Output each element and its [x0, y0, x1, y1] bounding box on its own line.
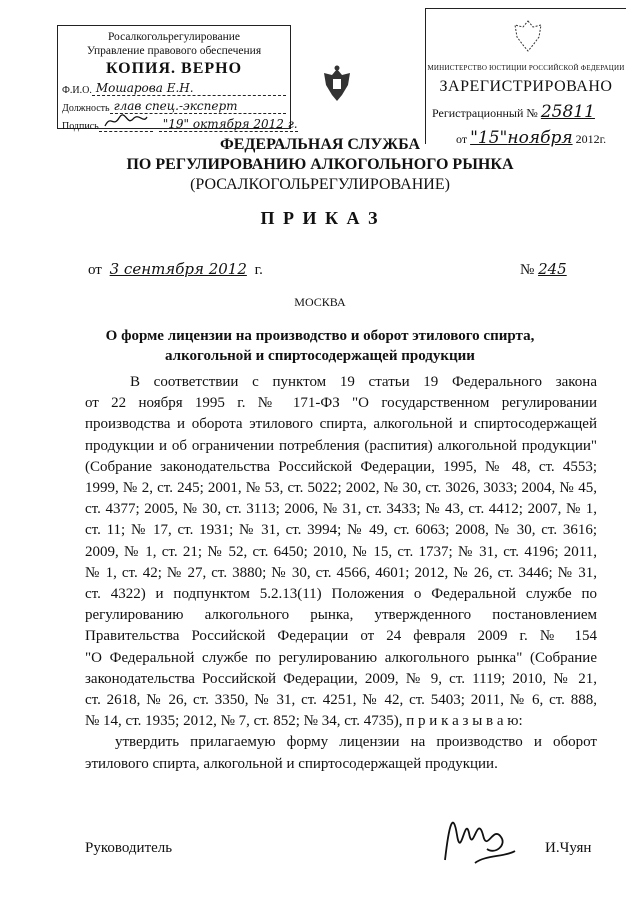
body-line: ст. 11; № 17, ст. 1931; № 31, ст. 3994; № 49, ст. 6063; 2008, № 30, ст. 3616;: [85, 522, 597, 539]
order-date-suffix: г.: [254, 262, 263, 278]
order-date: [88, 260, 263, 279]
agency-name-line1: ФЕДЕРАЛЬНАЯ СЛУЖБА: [220, 136, 420, 153]
order-date-value: 3 сентября 2012: [109, 260, 247, 278]
stamp-org: Росалкогольрегулирование: [107, 31, 241, 43]
coat-of-arms-emblem: [320, 65, 354, 105]
stamp-emblem-icon: [511, 17, 545, 55]
body-line: "О Федеральной службе по регулированию алкогольного рынка" (Собрание: [85, 649, 597, 666]
body-line: продукции и об ограничении потребления (распития) алкогольной продукции": [85, 437, 597, 454]
signature-label: Подпись: [62, 121, 99, 132]
body-line: этилового спирта, алкогольной и спиртосодержащей продукции.: [85, 755, 498, 772]
director-signature: [435, 805, 525, 870]
position-value: глав спец.-эксперт: [110, 99, 286, 114]
reg-label: Регистрационный №: [432, 106, 538, 120]
stamp-department: Управление правового обеспечения: [86, 45, 262, 57]
reg-number: 25811: [540, 102, 595, 122]
ministry-name: МИНИСТЕРСТВО ЮСТИЦИИ РОССИЙСКОЙ ФЕДЕРАЦИИ: [427, 64, 625, 72]
name-label: Ф.И.О.: [62, 85, 92, 96]
copy-date: "19" октября 2012 г.: [159, 117, 298, 132]
body-line: В соответствии с пунктом 19 статьи 19 Федерального закона: [130, 374, 597, 390]
city: МОСКВА: [294, 295, 346, 309]
reg-date-month: ноября: [507, 128, 573, 148]
body-line: утвердить прилагаемую форму лицензии на производство и оборот: [115, 734, 597, 751]
body-line: № 1, ст. 42; № 27, ст. 3880; № 30, ст. 4566, 4601; 2012, № 26, ст. 3446; № 31,: [85, 564, 597, 581]
signatory-position: Руководитель: [85, 840, 173, 856]
body-line: № 14, ст. 1935; 2012, № 7, ст. 852; № 34, ст. 4735), п р и к а з ы в а ю:: [85, 713, 523, 730]
order-number-label: №: [520, 262, 535, 278]
body-line: Правительства Российской Федерации от 24 февраля 2009 г. № 154: [85, 628, 597, 645]
body-line: производства и оборота этилового спирта, алкогольной и спиртосодержащей: [85, 416, 597, 433]
body-line: 1999, № 2, ст. 245; 2001, № 53, ст. 5022; 2002, № 30, ст. 3026, 3033; 2004, № 45,: [85, 480, 597, 496]
body-line: ст. 2618, № 26, ст. 3350, № 31, ст. 4251, № 42, ст. 5403; 2011, № 6, ст. 888,: [85, 692, 597, 708]
order-title-line1: О форме лицензии на производство и оборот этилового спирта,: [105, 328, 535, 344]
body-line: ст. 4377; 2005, № 30, ст. 3113; 2006, № 31, ст. 3433; № 43, ст. 4412; 2007, № 1,: [85, 501, 597, 518]
agency-short-name: (РОСАЛКОГОЛЬРЕГУЛИРОВАНИЕ): [190, 176, 450, 193]
order-number-value: 245: [538, 260, 567, 278]
signatory-name: И.Чуян: [545, 840, 592, 856]
registration-stamp: [425, 8, 626, 148]
reg-date-year: 2012г.: [575, 132, 607, 146]
document-type: П Р И К А З: [260, 208, 380, 228]
name-value: Мошарова Е.Н.: [92, 81, 286, 96]
registered-title: ЗАРЕГИСТРИРОВАНО: [439, 78, 613, 95]
reg-date-prefix: от: [456, 132, 468, 146]
copy-certified-stamp: [57, 25, 298, 132]
signature-scribble: [99, 114, 153, 132]
body-line: ст. 4322) и подпунктом 5.2.13(11) Положения о Федеральной службе по: [85, 586, 597, 602]
order-date-prefix: от: [88, 262, 102, 278]
position-label: Должность: [62, 103, 110, 114]
order-number: [520, 260, 588, 279]
body-line: от 22 ноября 1995 г. № 171-ФЗ "О государственном регулировании: [85, 395, 597, 412]
body-line: регулированию алкогольного рынка, утвержденного постановлением: [85, 607, 597, 624]
reg-date-day: "15": [470, 128, 508, 148]
body-line: (Собрание законодательства Российской Федерации, 1995, № 48, ст. 4553;: [85, 458, 597, 475]
order-title-line2: алкогольной и спиртосодержащей продукции: [165, 348, 475, 364]
stamp-title: КОПИЯ. ВЕРНО: [105, 60, 243, 77]
agency-name-line2: ПО РЕГУЛИРОВАНИЮ АЛКОГОЛЬНОГО РЫНКА: [126, 156, 514, 173]
body-line: законодательства Российской Федерации, 2009, № 9, ст. 1119; 2010, № 21,: [85, 670, 597, 687]
body-line: 2009, № 1, ст. 21; № 52, ст. 6450; 2010, № 15, ст. 1737; № 31, ст. 4196; 2011,: [85, 543, 597, 560]
